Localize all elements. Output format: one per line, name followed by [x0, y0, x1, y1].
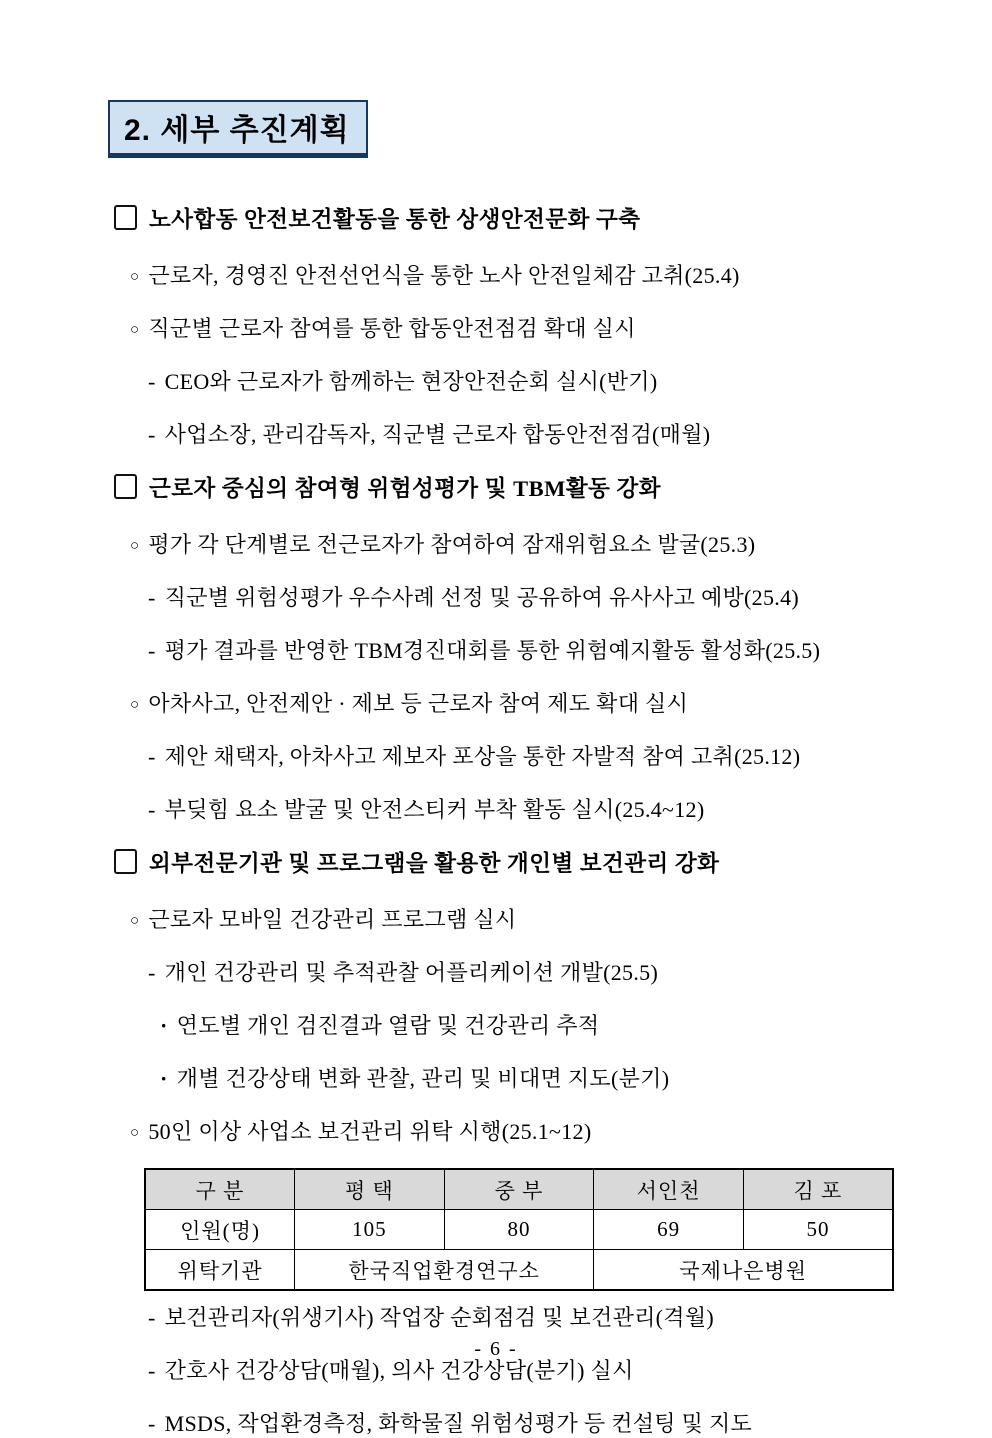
list-item [108, 581, 902, 612]
table-header-cell: 서인천 [594, 1169, 744, 1210]
list-item [108, 956, 902, 987]
list-item-text: 근로자, 경영진 안전선언식을 통한 노사 안전일체감 고취(25.4) [148, 263, 740, 288]
list-item-text: 부딪힘 요소 발굴 및 안전스티커 부착 활동 실시(25.4~12) [164, 797, 705, 822]
page-number: - 6 - [474, 1338, 518, 1360]
table-cell-merged: 한국직업환경연구소 [295, 1250, 594, 1291]
table-row-label: 인원(명) [145, 1210, 295, 1250]
page-title [108, 100, 368, 158]
dash-bullet: - [148, 960, 156, 985]
list-item-text: CEO와 근로자가 함께하는 현장안전순회 실시(반기) [164, 369, 658, 394]
list-item-text: 제안 채택자, 아차사고 제보자 포상을 통한 자발적 참여 고취(25.12) [164, 744, 801, 769]
dash-bullet: - [148, 422, 156, 447]
table-cell-merged: 국제나은병원 [594, 1250, 893, 1291]
section-heading [108, 846, 902, 878]
list-item-text: 근로자 모바일 건강관리 프로그램 실시 [148, 907, 517, 932]
table-cell: 69 [594, 1210, 744, 1250]
list-item-text: 연도별 개인 검진결과 열람 및 건강관리 추적 [176, 1013, 600, 1038]
list-item [108, 259, 902, 290]
list-item [108, 903, 902, 934]
dash-bullet: - [148, 797, 156, 822]
dash-bullet: - [148, 744, 156, 769]
dash-bullet: - [148, 1411, 156, 1436]
list-item-text: MSDS, 작업환경측정, 화학물질 위험성평가 등 컨설팅 및 지도 [164, 1411, 753, 1436]
table-row [145, 1210, 893, 1250]
list-item-text: 개인 건강관리 및 추적관찰 어플리케이션 개발(25.5) [164, 960, 659, 985]
list-item [108, 740, 902, 771]
table-row [145, 1250, 893, 1291]
checkbox-icon [114, 205, 137, 230]
section-heading-text: 외부전문기관 및 프로그램을 활용한 개인별 보건관리 강화 [149, 851, 720, 876]
list-item [108, 1407, 902, 1438]
table-cell: 50 [743, 1210, 893, 1250]
dot-bullet: · [160, 1066, 168, 1091]
list-item [108, 1301, 902, 1332]
circle-bullet: ○ [130, 697, 140, 713]
checkbox-icon [114, 474, 137, 499]
list-item-text: 사업소장, 관리감독자, 직군별 근로자 합동안전점검(매월) [164, 422, 711, 447]
list-item [108, 312, 902, 343]
list-item-text: 아차사고, 안전제안 · 제보 등 근로자 참여 제도 확대 실시 [148, 691, 689, 716]
list-item-text: 평가 결과를 반영한 TBM경진대회를 통한 위험예지활동 활성화(25.5) [164, 638, 821, 663]
dash-bullet: - [148, 638, 156, 663]
table-row-label: 위탁기관 [145, 1250, 295, 1291]
table-header-cell: 구 분 [145, 1169, 295, 1210]
table-header-cell: 평 택 [295, 1169, 445, 1210]
table-cell: 105 [295, 1210, 445, 1250]
list-item [108, 1062, 902, 1093]
list-item-text: 개별 건강상태 변화 관찰, 관리 및 비대면 지도(분기) [176, 1066, 670, 1091]
section-heading [108, 202, 902, 234]
list-item-text: 직군별 근로자 참여를 통한 합동안전점검 확대 실시 [148, 316, 636, 341]
circle-bullet: ○ [130, 1125, 140, 1141]
section-labor-management [108, 202, 902, 449]
list-item-text: 50인 이상 사업소 보건관리 위탁 시행(25.1~12) [148, 1119, 592, 1144]
dot-bullet: · [160, 1013, 168, 1038]
circle-bullet: ○ [130, 913, 140, 929]
list-item [108, 528, 902, 559]
health-delegation-table [144, 1168, 894, 1291]
dash-bullet: - [148, 369, 156, 394]
table-cell: 80 [444, 1210, 594, 1250]
section-heading-text: 근로자 중심의 참여형 위험성평가 및 TBM활동 강화 [149, 476, 661, 501]
section-risk-assessment [108, 471, 902, 824]
dash-bullet: - [148, 1305, 156, 1330]
list-item-text: 직군별 위험성평가 우수사례 선정 및 공유하여 유사사고 예방(25.4) [164, 585, 799, 610]
list-item-text: 보건관리자(위생기사) 작업장 순회점검 및 보건관리(격월) [164, 1305, 715, 1330]
section-heading [108, 471, 902, 503]
section-heading-text: 노사합동 안전보건활동을 통한 상생안전문화 구축 [149, 207, 641, 232]
list-item [108, 634, 902, 665]
table-header-row [145, 1169, 893, 1210]
list-item [108, 365, 902, 396]
table-header-cell: 중 부 [444, 1169, 594, 1210]
dash-bullet: - [148, 585, 156, 610]
checkbox-icon [114, 849, 137, 874]
list-item-text: 평가 각 단계별로 전근로자가 참여하여 잠재위험요소 발굴(25.3) [148, 532, 756, 557]
list-item [108, 1009, 902, 1040]
circle-bullet: ○ [130, 269, 140, 285]
list-item [108, 687, 902, 718]
list-item [108, 1115, 902, 1146]
page-title-text: 2. 세부 추진계획 [124, 114, 350, 147]
list-item-text: 간호사 건강상담(매월), 의사 건강상담(분기) 실시 [164, 1358, 634, 1383]
list-item [108, 793, 902, 824]
circle-bullet: ○ [130, 538, 140, 554]
dash-bullet: - [148, 1358, 156, 1383]
circle-bullet: ○ [130, 322, 140, 338]
table-header-cell: 김 포 [743, 1169, 893, 1210]
list-item [108, 418, 902, 449]
